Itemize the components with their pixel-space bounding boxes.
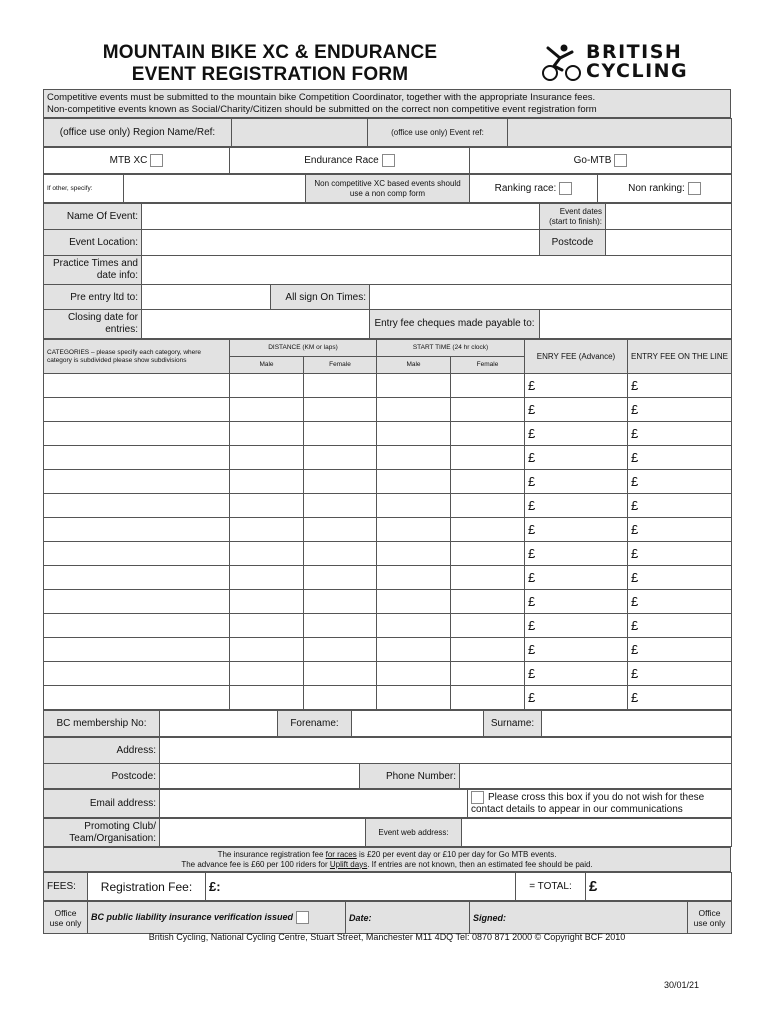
total-field[interactable]: £ (586, 873, 732, 901)
bc-liability-cell (88, 902, 346, 934)
postcode-label: Postcode (540, 230, 606, 256)
start-male-field[interactable] (377, 566, 451, 590)
distance-female-field[interactable] (304, 638, 377, 662)
start-female-field[interactable] (451, 542, 525, 566)
type-endurance (230, 148, 470, 174)
registration-fee-field[interactable]: £: (206, 873, 516, 901)
start-male-field[interactable] (377, 470, 451, 494)
category-field[interactable] (44, 446, 230, 470)
footer-text: British Cycling, National Cycling Centre, Stuart Street, Manchester M11 4DQ Tel: 0870 871 2000 © Copyright BCF 2010 (148, 932, 626, 942)
start-male-field[interactable] (377, 662, 451, 686)
email-field[interactable] (160, 790, 468, 818)
specify-field[interactable] (124, 175, 306, 203)
ranking-race (470, 175, 598, 203)
event-ref-field[interactable] (508, 119, 732, 147)
intro-text (44, 90, 731, 118)
entry-line-field[interactable]: £ (628, 638, 732, 662)
logo-text (586, 43, 688, 81)
category-field[interactable] (44, 614, 230, 638)
entry-line-field[interactable]: £ (628, 662, 732, 686)
type-mtb-xc (44, 148, 230, 174)
start-male-field[interactable] (377, 614, 451, 638)
entry-advance-field[interactable]: £ (525, 398, 628, 422)
surname-label: Surname: (484, 711, 542, 737)
category-field[interactable] (44, 398, 230, 422)
distance-male-field[interactable] (230, 614, 304, 638)
address-label: Address: (44, 738, 160, 764)
closing-date-label: Closing date for entries: (44, 310, 142, 339)
non-ranking-label: Non ranking: (628, 183, 685, 195)
category-row (44, 566, 732, 590)
total-label: = TOTAL: (516, 873, 586, 901)
entry-line-header: ENTRY FEE ON THE LINE (628, 340, 732, 374)
categories-table (43, 339, 732, 710)
category-field[interactable] (44, 494, 230, 518)
distance-female-field[interactable] (304, 566, 377, 590)
event-dates-label: Event dates (start to finish): (540, 204, 606, 230)
non-comp-note: Non competitive XC based events should use a non comp form (306, 175, 470, 203)
insurance-line2-post: . If entries are not known, then an estimated fee should be paid. (367, 859, 593, 869)
start-male-field[interactable] (377, 374, 451, 398)
type-go-mtb (470, 148, 732, 174)
entry-advance-field[interactable]: £ (525, 638, 628, 662)
bc-membership-field[interactable] (160, 711, 278, 737)
entry-advance-field[interactable]: £ (525, 518, 628, 542)
distance-male-field[interactable] (230, 566, 304, 590)
fees-table (43, 872, 732, 901)
start-male-field[interactable] (377, 686, 451, 710)
category-row (44, 662, 732, 686)
start-male-field[interactable] (377, 518, 451, 542)
distance-male-field[interactable] (230, 686, 304, 710)
category-row (44, 590, 732, 614)
ranking-label: Ranking race: (494, 183, 557, 195)
distance-header: DISTANCE (KM or laps) (230, 340, 377, 357)
event-details-table (43, 203, 732, 339)
entry-advance-field[interactable]: £ (525, 422, 628, 446)
distance-female-field[interactable] (304, 686, 377, 710)
region-label: (office use only) Region Name/Ref: (44, 119, 232, 147)
distance-male-field[interactable] (230, 638, 304, 662)
entry-line-field[interactable]: £ (628, 422, 732, 446)
logo-line-2: CYCLING (586, 60, 689, 82)
forename-field[interactable] (352, 711, 484, 737)
closing-date-field[interactable] (142, 310, 370, 339)
name-of-event-label: Name Of Event: (44, 204, 142, 230)
distance-female-field[interactable] (304, 614, 377, 638)
category-field[interactable] (44, 662, 230, 686)
endurance-label: Endurance Race (304, 155, 379, 167)
distance-male-field[interactable] (230, 518, 304, 542)
start-male-field[interactable] (377, 422, 451, 446)
start-female-field[interactable] (451, 446, 525, 470)
club-label: Promoting Club/ Team/Organisation: (44, 819, 160, 847)
distance-female-header: Female (304, 357, 377, 374)
entry-advance-field[interactable]: £ (525, 470, 628, 494)
start-female-field[interactable] (451, 494, 525, 518)
entry-advance-field[interactable]: £ (525, 686, 628, 710)
event-type-table (43, 147, 732, 174)
go-mtb-checkbox[interactable] (614, 154, 627, 167)
intro-line-1: Competitive events must be submitted to the mountain bike Competition Coordinator, together with the appropriate Insurance fees. (47, 91, 596, 103)
entry-line-field[interactable]: £ (628, 590, 732, 614)
distance-female-field[interactable] (304, 446, 377, 470)
category-field[interactable] (44, 686, 230, 710)
category-row (44, 494, 732, 518)
category-field[interactable] (44, 470, 230, 494)
entry-advance-field[interactable]: £ (525, 446, 628, 470)
office-use-table (43, 901, 732, 934)
forename-label: Forename: (278, 711, 352, 737)
insurance-races: for races (325, 849, 357, 859)
insurance-line2-pre: The advance fee is £60 per 100 riders for (181, 859, 330, 869)
logo-line-1: BRITISH (586, 41, 683, 63)
contact-table (43, 710, 732, 737)
bc-liability-text: BC public liability insurance verification issued (91, 912, 294, 923)
start-male-field[interactable] (377, 542, 451, 566)
category-field[interactable] (44, 374, 230, 398)
fees-label: FEES: (44, 873, 88, 901)
distance-female-field[interactable] (304, 422, 377, 446)
cheques-field[interactable] (540, 310, 732, 339)
non-ranking (598, 175, 732, 203)
distance-female-field[interactable] (304, 662, 377, 686)
entry-line-field[interactable]: £ (628, 446, 732, 470)
distance-male-header: Male (230, 357, 304, 374)
entry-advance-field[interactable]: £ (525, 494, 628, 518)
document-date: 30/01/21 (664, 980, 700, 990)
category-field[interactable] (44, 590, 230, 614)
signed-label: Signed: (470, 902, 688, 934)
website-field[interactable] (462, 819, 732, 847)
phone-label: Phone Number: (360, 764, 460, 789)
category-row (44, 446, 732, 470)
event-location-label: Event Location: (44, 230, 142, 256)
start-female-field[interactable] (451, 374, 525, 398)
start-female-field[interactable] (451, 518, 525, 542)
distance-female-field[interactable] (304, 470, 377, 494)
registration-form (43, 89, 731, 934)
category-field[interactable] (44, 638, 230, 662)
insurance-line-1 (47, 850, 727, 860)
ranking-checkbox[interactable] (559, 182, 572, 195)
start-female-field[interactable] (451, 638, 525, 662)
entry-line-field[interactable]: £ (628, 542, 732, 566)
entry-line-field[interactable]: £ (628, 566, 732, 590)
insurance-table (43, 847, 731, 872)
postcode-field[interactable] (606, 230, 732, 256)
british-cycling-logo (540, 42, 700, 82)
entry-advance-field[interactable]: £ (525, 590, 628, 614)
club-field[interactable] (160, 819, 366, 847)
distance-male-field[interactable] (230, 446, 304, 470)
title-line-1: MOUNTAIN BIKE XC & ENDURANCE (102, 42, 438, 63)
specify-label: If other, specify: (44, 175, 124, 203)
surname-field[interactable] (542, 711, 732, 737)
category-row (44, 470, 732, 494)
phone-field[interactable] (460, 764, 732, 789)
pre-entry-label: Pre entry ltd to: (44, 285, 142, 310)
category-row (44, 374, 732, 398)
start-female-field[interactable] (451, 614, 525, 638)
entry-line-field[interactable]: £ (628, 374, 732, 398)
categories-body (44, 374, 732, 710)
non-ranking-checkbox[interactable] (688, 182, 701, 195)
distance-male-field[interactable] (230, 374, 304, 398)
practice-label: Practice Times and date info: (44, 256, 142, 285)
start-male-field[interactable] (377, 638, 451, 662)
categories-header: CATEGORIES – please specify each category, where category is subdivided please show subdivisions (44, 340, 230, 374)
category-field[interactable] (44, 422, 230, 446)
region-field[interactable] (232, 119, 368, 147)
entry-advance-field[interactable]: £ (525, 614, 628, 638)
cheques-label: Entry fee cheques made payable to: (370, 310, 540, 339)
distance-female-field[interactable] (304, 398, 377, 422)
entry-line-field[interactable]: £ (628, 518, 732, 542)
category-row (44, 518, 732, 542)
category-field[interactable] (44, 566, 230, 590)
mtb-xc-label: MTB XC (109, 155, 148, 167)
event-location-field[interactable] (142, 230, 540, 256)
address-table (43, 737, 732, 789)
distance-male-field[interactable] (230, 662, 304, 686)
entry-line-field[interactable]: £ (628, 686, 732, 710)
bc-liability-checkbox[interactable] (296, 911, 309, 924)
start-male-field[interactable] (377, 494, 451, 518)
registration-fee-label: Registration Fee: (88, 873, 206, 901)
start-female-field[interactable] (451, 662, 525, 686)
category-row (44, 422, 732, 446)
address-field[interactable] (160, 738, 732, 764)
start-male-field[interactable] (377, 398, 451, 422)
start-female-header: Female (451, 357, 525, 374)
club-table (43, 818, 732, 847)
specify-table (43, 174, 732, 203)
mtb-xc-checkbox[interactable] (150, 154, 163, 167)
start-female-field[interactable] (451, 398, 525, 422)
distance-male-field[interactable] (230, 398, 304, 422)
entry-line-field[interactable]: £ (628, 614, 732, 638)
distance-female-field[interactable] (304, 590, 377, 614)
cyclist-icon (540, 42, 584, 82)
start-male-field[interactable] (377, 590, 451, 614)
category-row (44, 398, 732, 422)
insurance-line-2 (47, 860, 727, 870)
category-row (44, 638, 732, 662)
go-mtb-label: Go-MTB (573, 155, 612, 167)
sign-on-field[interactable] (370, 285, 732, 310)
start-female-field[interactable] (451, 422, 525, 446)
start-male-field[interactable] (377, 446, 451, 470)
insurance-pre: The insurance registration fee (217, 849, 326, 859)
title-line-2: EVENT REGISTRATION FORM (131, 64, 409, 85)
start-female-field[interactable] (451, 470, 525, 494)
sign-on-label: All sign On Times: (271, 285, 370, 310)
practice-field[interactable] (142, 256, 732, 285)
category-row (44, 614, 732, 638)
category-field[interactable] (44, 542, 230, 566)
office-use-left: Office use only (44, 902, 88, 934)
contact-postcode-label: Postcode: (44, 764, 160, 789)
entry-line-field[interactable]: £ (628, 398, 732, 422)
distance-female-field[interactable] (304, 518, 377, 542)
pre-entry-field[interactable] (142, 285, 271, 310)
start-time-header: START TIME (24 hr clock) (377, 340, 525, 357)
entry-line-field[interactable]: £ (628, 494, 732, 518)
intro-line-2: Non-competitive events known as Social/Charity/Citizen should be submitted on the correct non competitive event registration form (47, 103, 597, 115)
office-ref-table (43, 118, 732, 147)
opt-out-cell (468, 790, 732, 818)
entry-advance-field[interactable]: £ (525, 374, 628, 398)
name-of-event-field[interactable] (142, 204, 540, 230)
email-label: Email address: (44, 790, 160, 818)
contact-postcode-field[interactable] (160, 764, 360, 789)
distance-male-field[interactable] (230, 422, 304, 446)
email-table (43, 789, 732, 818)
category-row (44, 686, 732, 710)
opt-out-text: Please cross this box if you do not wish for these contact details to appear in our communications (471, 792, 705, 816)
entry-advance-field[interactable]: £ (525, 662, 628, 686)
start-female-field[interactable] (451, 590, 525, 614)
date-label: Date: (346, 902, 470, 934)
start-female-field[interactable] (451, 686, 525, 710)
category-field[interactable] (44, 518, 230, 542)
event-ref-label: (office use only) Event ref: (368, 119, 508, 147)
office-use-right: Office use only (688, 902, 732, 934)
bc-membership-label: BC membership No: (44, 711, 160, 737)
event-dates-field[interactable] (606, 204, 732, 230)
form-title (60, 42, 480, 86)
distance-male-field[interactable] (230, 494, 304, 518)
start-male-header: Male (377, 357, 451, 374)
insurance-mid: is £20 per event day or £10 per day for Go MTB events. (356, 849, 557, 859)
distance-female-field[interactable] (304, 494, 377, 518)
insurance-uplift: Uplift days (329, 859, 368, 869)
distance-female-field[interactable] (304, 542, 377, 566)
distance-male-field[interactable] (230, 590, 304, 614)
insurance-note (44, 848, 731, 872)
intro-table (43, 89, 731, 118)
category-row (44, 542, 732, 566)
distance-female-field[interactable] (304, 374, 377, 398)
distance-male-field[interactable] (230, 542, 304, 566)
entry-advance-field[interactable]: £ (525, 566, 628, 590)
opt-out-checkbox[interactable] (471, 791, 484, 804)
start-female-field[interactable] (451, 566, 525, 590)
website-label: Event web address: (366, 819, 462, 847)
entry-advance-field[interactable]: £ (525, 542, 628, 566)
endurance-checkbox[interactable] (382, 154, 395, 167)
entry-line-field[interactable]: £ (628, 470, 732, 494)
entry-advance-header: ENRY FEE (Advance) (525, 340, 628, 374)
distance-male-field[interactable] (230, 470, 304, 494)
